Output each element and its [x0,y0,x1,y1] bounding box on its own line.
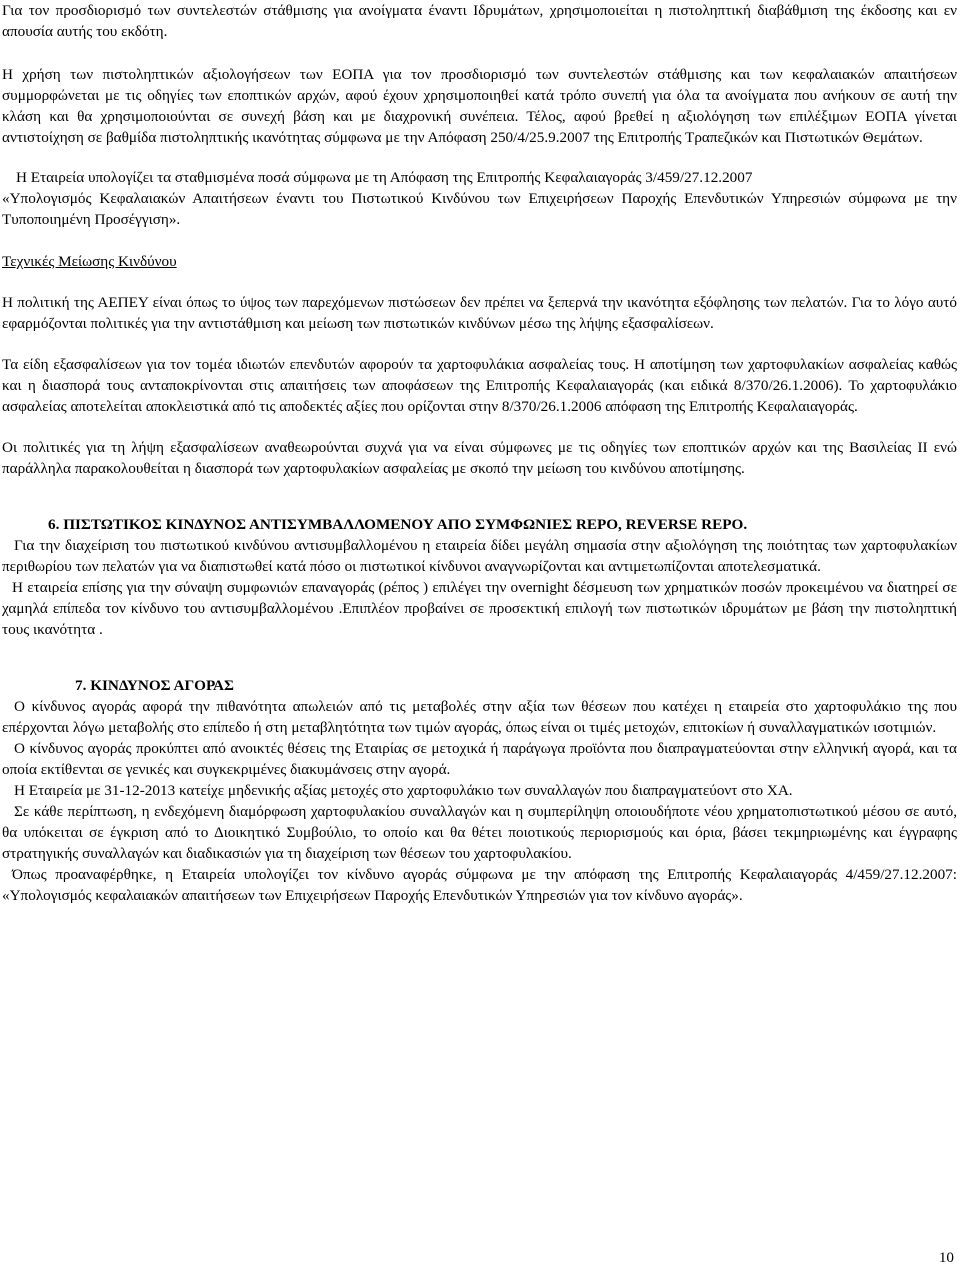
paragraph-credit-policy: Η πολιτική της ΑΕΠΕΥ είναι όπως το ύψος των παρεχόμενων πιστώσεων δεν πρέπει να ξεπερνά την ικανότητα εξόφλησης των πελατών. Για το λόγο αυτό εφαρμόζονται πολιτικές για την αντιστάθμιση και μείωση των πιστωτικών κινδύνων μέσω της λήψης εξασφαλίσεων. [2,294,957,332]
paragraph-institutions-rating: Για τον προσδιορισμό των συντελεστών στάθμισης για ανοίγματα έναντι Ιδρυμάτων, χρησιμοποιείται η πιστοληπτική διαβάθμιση της έκδοσης και εν απουσία αυτής του εκδότη. [2,2,957,40]
section-7-paragraph-5: Όπως προαναφέρθηκε, η Εταιρεία υπολογίζει τον κίνδυνο αγοράς σύμφωνα με την απόφαση της Επιτροπής Κεφαλαιαγοράς 4/459/27.12.2007: «Υπολογισμός κεφαλαιακών απαιτήσεων των Επιχειρήσεων Παροχής Επενδυτικών Υπηρεσιών για τον κίνδυνο αγοράς». [2,866,957,904]
paragraph-weighted-amounts-cont: «Υπολογισμός Κεφαλαιακών Απαιτήσεων έναντι του Πιστωτικού Κινδύνου των Επιχειρήσεων Παροχής Επενδυτικών Υπηρεσιών σύμφωνα με την Τυποποιημένη Προσέγγιση». [2,190,957,228]
paragraph-collateral-policies: Οι πολιτικές για τη λήψη εξασφαλίσεων αναθεωρούνται συχνά για να είναι σύμφωνες με τις οδηγίες των εποπτικών αρχών και της Βασιλείας ΙΙ ενώ παράλληλα παρακολουθείται η διασπορά των χαρτοφυλακίων ασφαλείας με σκοπό την μείωση του κινδύνου αποτίμησης. [2,439,957,477]
page-number: 10 [938,1249,954,1266]
section-6-title: 6. ΠΙΣΤΩΤΙΚΟΣ ΚΙΝΔΥΝΟΣ ΑΝΤΙΣΥΜΒΑΛΛΟΜΕΝΟΥ ΑΠΟ ΣΥΜΦΩΝΙΕΣ REPO, REVERSE REPO. [48,516,748,533]
section-7-paragraph-4: Σε κάθε περίπτωση, η ενδεχόμενη διαμόρφωση χαρτοφυλακίου συναλλαγών και η συμπερίληψη οποιουδήποτε νέου χρηματοπιστωτικού μέσου σε αυτό, θα υπόκειται σε έγκριση από το Διοικητικό Συμβούλιο, το οποίο και θα θέτει ποιοτικούς περιορισμούς και όρια, βάσει τεκμηριωμένης και έγγραφης στρατηγικής συναλλαγών και διαδικασιών για τη διαχείριση των θέσεων του χαρτοφυλακίου. [2,803,957,862]
document-body [2,0,957,906]
section-7-paragraph-1: Ο κίνδυνος αγοράς αφορά την πιθανότητα απωλειών από τις μεταβολές στην αξία των θέσεων που κατέχει η εταιρεία στο χαρτοφυλάκιο της που επέρχονται λόγω μεταβολής στο επίπεδο ή στη μεταβλητότητα των τιμών αγοράς, όπως είναι οι τιμές μετοχών, επιτοκίων ή συναλλαγματικών ισοτιμιών. [2,698,957,736]
section-7-title: 7. ΚΙΝΔΥΝΟΣ ΑΓΟΡΑΣ [75,677,234,694]
paragraph-ecai-usage: Η χρήση των πιστοληπτικών αξιολογήσεων των ΕΟΠΑ για τον προσδιορισμό των συντελεστών στάθμισης και των κεφαλαιακών απαιτήσεων συμμορφώνεται με τις οδηγίες των εποπτικών αρχών, αφού έχουν χρησιμοποιηθεί κατά τρόπο συνεπή για όλα τα ανοίγματα που ανήκουν σε αυτή την κλάση και θα χρησιμοποιούνται σε συνεχή βάση και με διαχρονική συνέπεια. Τέλος, αφού βρεθεί η αξιολόγηση των επιλέξιμων ΕΟΠΑ γίνεται αντιστοίχηση σε βαθμίδα πιστοληπτικής ικανότητας σύμφωνα με την Απόφαση 250/4/25.9.2007 της Επιτροπής Τραπεζικών και Πιστωτικών Θεμάτων. [2,66,957,146]
section-7-paragraph-3: Η Εταιρεία με 31-12-2013 κατείχε μηδενικής αξίας μετοχές στο χαρτοφυλάκιο των συναλλαγών που διαπραγματεύοντ στο ΧΑ. [14,782,793,799]
paragraph-weighted-amounts: Η Εταιρεία υπολογίζει τα σταθμισμένα ποσά σύμφωνα με τη Απόφαση της Επιτροπής Κεφαλαιαγοράς 3/459/27.12.2007 [16,169,753,186]
section-6-paragraph-2: Η εταιρεία επίσης για την σύναψη συμφωνιών επαναγοράς (ρέπος ) επιλέγει την overnight δέσμευση των χρηματικών ποσών προκειμένου να διατηρεί σε χαμηλά επίπεδα τον κίνδυνο του αντισυμβαλλομένου .Επιπλέον προβαίνει σε προσεκτική επιλογή των πιστωτικών ιδρυμάτων με βάση την πιστοληπτική τους ικανότητα . [2,579,957,638]
section-7-paragraph-2: Ο κίνδυνος αγοράς προκύπτει από ανοικτές θέσεις της Εταιρίας σε μετοχικά ή παράγωγα προϊόντα που διαπραγματεύονται στην ελληνική αγορά, και τα οποία εκτίθενται σε γενικές και συγκεκριμένες διακυμάνσεις στην αγορά. [2,740,957,778]
section-6-paragraph-1: Για την διαχείριση του πιστωτικού κινδύνου αντισυμβαλλομένου η εταιρεία δίδει μεγάλη σημασία στην αξιολόγηση της ποιότητας των χαρτοφυλακίων περιθωρίου των πελατών για να διαπιστωθεί κατά πόσο οι πιστωτικοί κίνδυνοι αναγνωρίζονται και αντιμετωπίζονται αποτελεσματικά. [2,537,957,575]
paragraph-collateral-types: Τα είδη εξασφαλίσεων για τον τομέα ιδιωτών επενδυτών αφορούν τα χαρτοφυλάκια ασφαλείας τους. Η αποτίμηση των χαρτοφυλακίων ασφαλείας καθώς και η διασπορά τους ανταποκρίνονται στις απαιτήσεις των αποφάσεων της Επιτροπής Κεφαλαιαγοράς (και ειδικά 8/370/26.1.2006). Το χαρτοφυλάκιο ασφαλείας αποτελείται αποκλειστικά από τις αποδεκτές αξίες που ορίζονται στην 8/370/26.1.2006 απόφαση της Επιτροπής Κεφαλαιαγοράς. [2,356,957,415]
heading-risk-mitigation: Τεχνικές Μείωσης Κινδύνου [2,253,177,270]
